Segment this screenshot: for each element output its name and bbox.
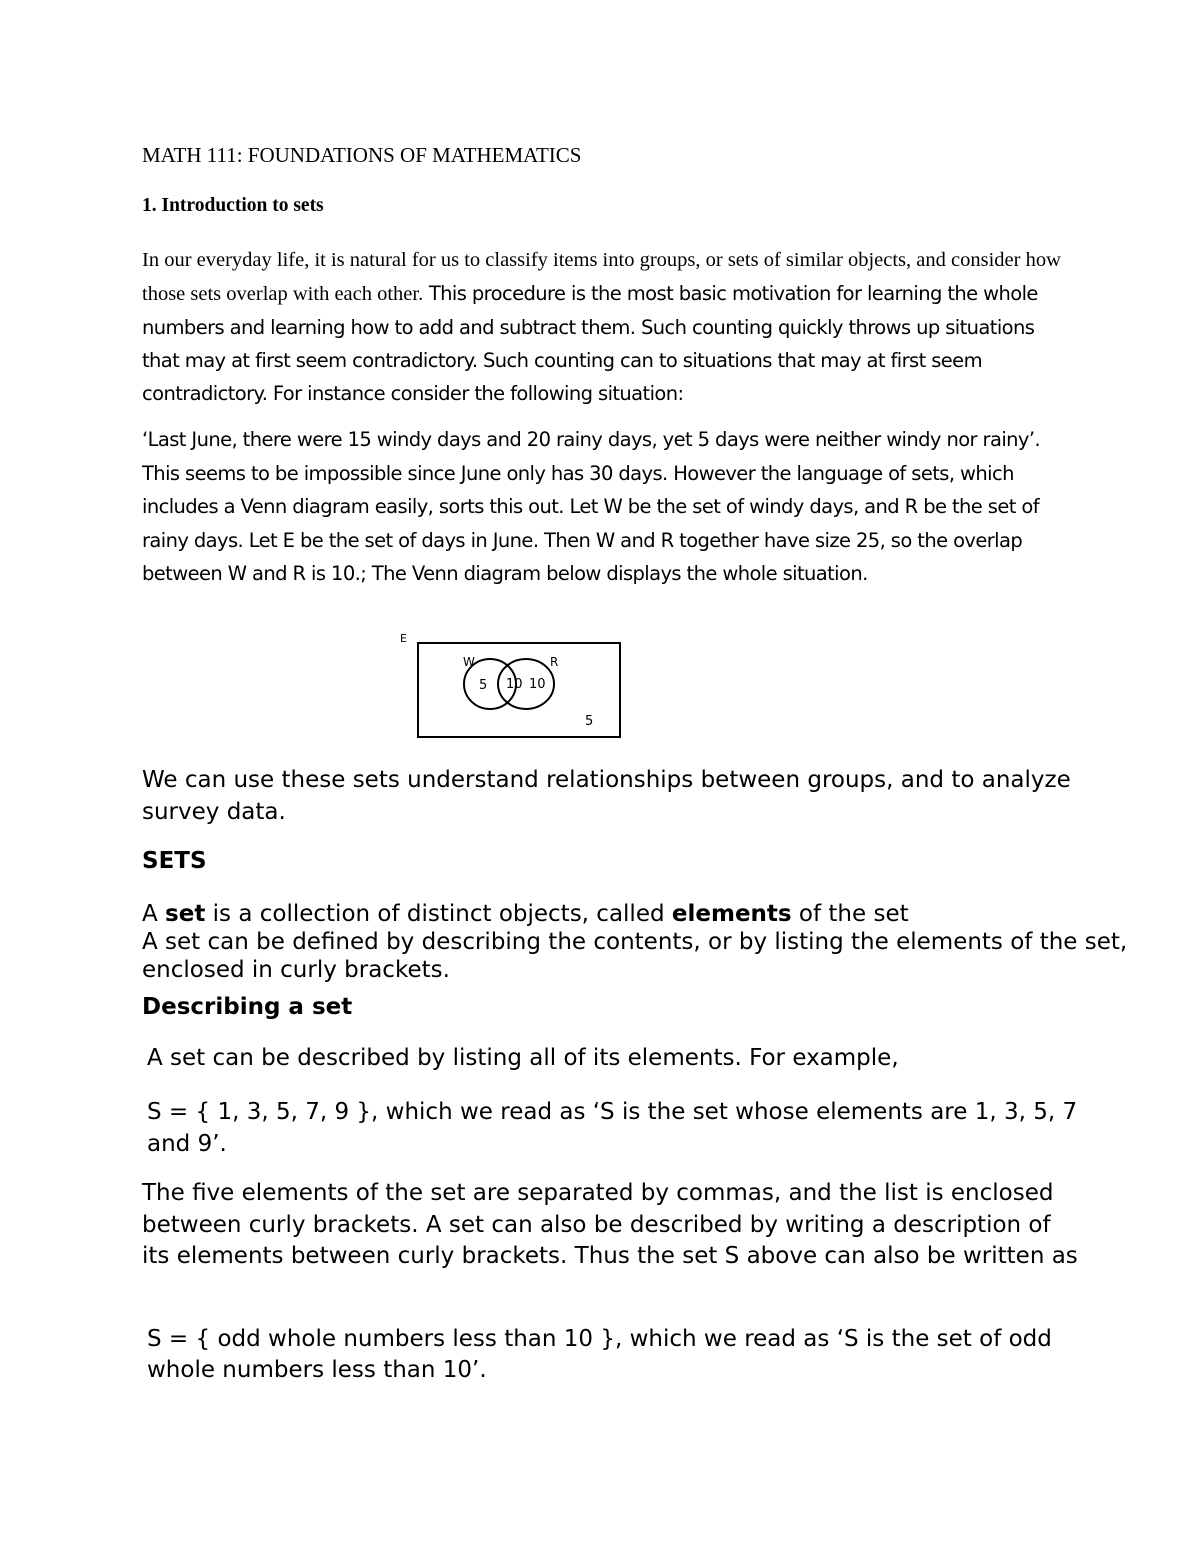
intro-paragraph-serif-part: In our everyday life, it is natural for us to classify items into groups, or sets of similar objects, and consider how those sets overlap with each other. [142,249,1061,305]
definition-text-a: A [142,901,166,927]
example-set-listing: S = { 1, 3, 5, 7, 9 }, which we read as ‘S is the set whose elements are 1, 3, 5, 7 and 9’. [147,1099,1078,1157]
section-heading-introduction: 1. Introduction to sets [142,195,324,216]
venn-value-only-r: 10 [529,677,546,692]
venn-diagram [396,628,628,744]
describing-a-set-heading: Describing a set [142,994,353,1020]
venn-universe-label: E [400,632,407,645]
venn-value-outside: 5 [585,714,594,729]
definition-term-elements: elements [671,901,792,927]
venn-set-w-label: W [463,655,475,669]
june-example-paragraph: ‘Last June, there were 15 windy days and 20 rainy days, yet 5 days were neither windy nor rainy’. This seems to be impossible since June only has 30 days. However the language of sets, which includes a Venn diagram easily, sorts this out. Let W be the set of windy days, and R be the set of rainy days. Let E be the set of days in June. Then W and R together have size 25, so the overlap between W and R is 10.; The Venn diagram below displays the whole situation. [142,428,1041,585]
definition-text-end: of the set [791,901,909,927]
sets-heading: SETS [142,848,207,874]
example-intro: A set can be described by listing all of its elements. For example, [147,1045,899,1071]
elements-explanation-paragraph: The five elements of the set are separated by commas, and the list is enclosed between curly brackets. A set can also be described by writing a description of its elements between curly brackets. Thus the set S above can also be written as [142,1180,1078,1269]
venn-value-only-w: 5 [479,678,488,693]
intro-paragraph [142,243,1062,410]
definition-line-two: A set can be defined by describing the contents, or by listing the elements of the set, enclosed in curly brackets. [142,929,1128,983]
document-title: MATH 111: FOUNDATIONS OF MATHEMATICS [142,143,582,167]
definition-text-mid: is a collection of distinct objects, called [205,901,672,927]
intro-paragraph-rest: This procedure is the most basic motivation for learning the whole numbers and learning how to add and subtract them. Such counting quickly throws up situations that may at first seem contradictory. Such counting can to situations that may at first seem contradictory. For instance consider the following situation: [142,282,1038,405]
set-definition [142,900,1142,984]
venn-set-r-label: R [550,655,559,669]
venn-value-overlap: 10 [506,677,523,692]
example-set-description: S = { odd whole numbers less than 10 }, which we read as ‘S is the set of odd whole numbers less than 10’. [147,1326,1052,1383]
sets-usage-paragraph: We can use these sets understand relationships between groups, and to analyze survey data. [142,767,1071,825]
definition-term-set: set [165,901,206,927]
